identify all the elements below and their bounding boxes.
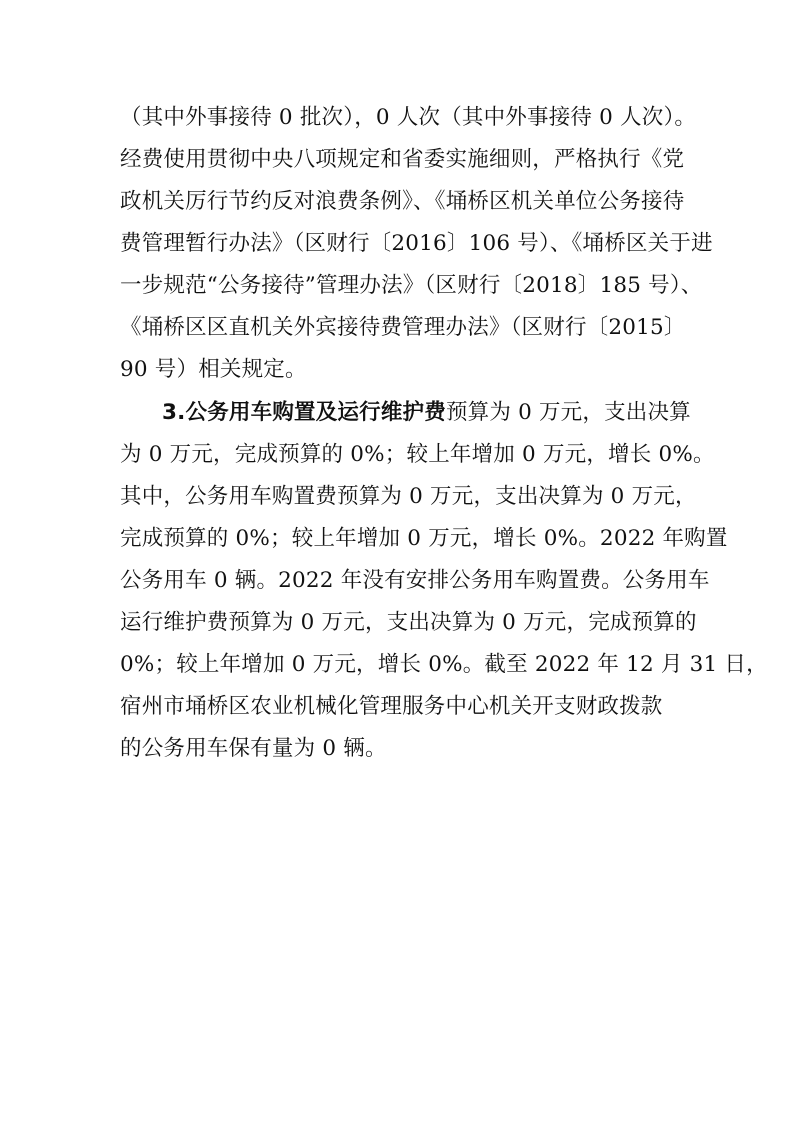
paragraph-line: 运行维护费预算为 0 万元，支出决算为 0 万元，完成预算的 [120, 610, 697, 635]
section-3-heading: 3.公务用车购置及运行维护费 [162, 400, 446, 425]
paragraph-line: 费管理暂行办法》（区财行〔2016〕106 号）、《埇桥区关于进 [120, 231, 713, 256]
paragraph-line: 其中，公务用车购置费预算为 0 万元，支出决算为 0 万元， [120, 484, 697, 509]
paragraph-line: 0%；较上年增加 0 万元，增长 0%。截至 2022 年 12 月 31 日， [120, 652, 768, 677]
paragraph-line: 一步规范“公务接待”管理办法》（区财行〔2018〕185 号）、 [120, 273, 703, 298]
section-3-first-line-text: 预算为 0 万元，支出决算 [445, 400, 691, 425]
paragraph-line: 为 0 万元，完成预算的 0%；较上年增加 0 万元，增长 0%。 [120, 442, 715, 467]
section-3-first-line [162, 396, 722, 430]
paragraph-line: （其中外事接待 0 批次），0 人次（其中外事接待 0 人次）。 [120, 105, 697, 130]
paragraph-line: 经费使用贯彻中央八项规定和省委实施细则，严格执行《党 [120, 147, 685, 172]
paragraph-line: 的公务用车保有量为 0 辆。 [120, 736, 387, 761]
paragraph-line: 90 号）相关规定。 [120, 357, 307, 382]
paragraph-line: 《埇桥区区直机关外宾接待费管理办法》（区财行〔2015〕 [120, 315, 686, 340]
paragraph-line: 公务用车 0 辆。2022 年没有安排公务用车购置费。公务用车 [120, 568, 710, 593]
paragraph-line: 政机关厉行节约反对浪费条例》、《埇桥区机关单位公务接待 [120, 189, 685, 214]
paragraph-line: 完成预算的 0%；较上年增加 0 万元，增长 0%。2022 年购置 [120, 526, 728, 551]
paragraph-line: 宿州市埇桥区农业机械化管理服务中心机关开支财政拨款 [120, 694, 663, 719]
